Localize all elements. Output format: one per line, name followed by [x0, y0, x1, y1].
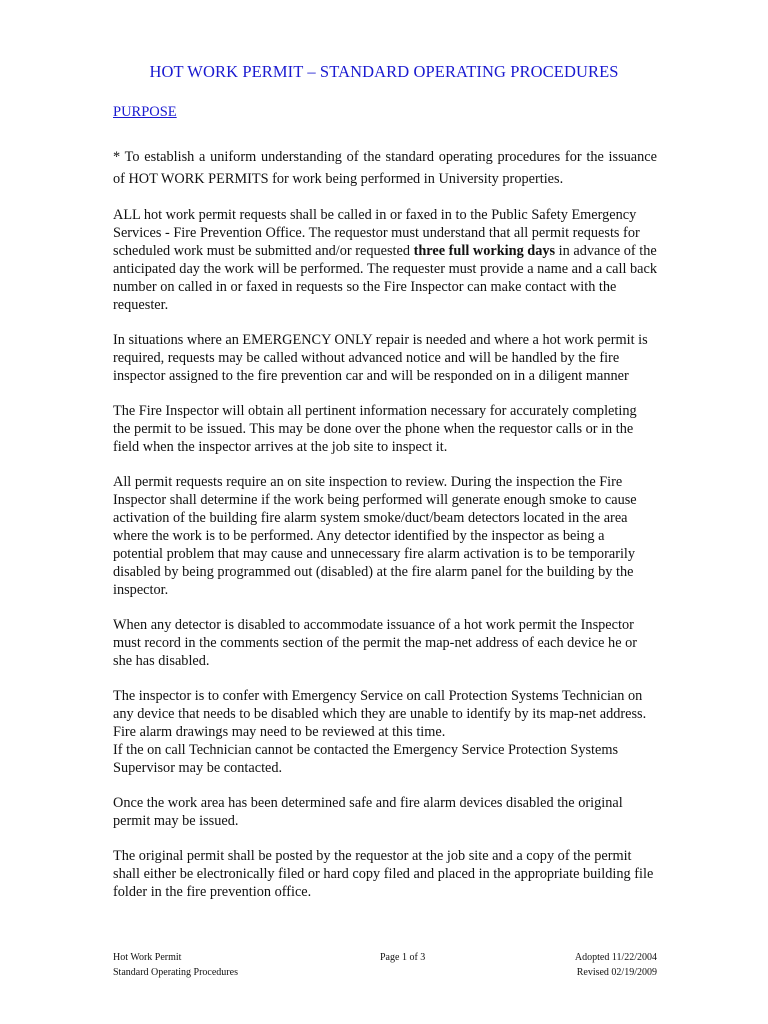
- footer-page-label: Page 1 of 3: [380, 952, 426, 963]
- paragraph-supervisor: If the on call Technician cannot be contacted the Emergency Service Protection Systems Supervisor may be contacted.: [113, 742, 619, 776]
- footer-adopted-date: Adopted 11/22/2004: [574, 952, 657, 963]
- document-body: [113, 146, 657, 918]
- footer-left: [113, 950, 238, 980]
- footer-page-number: [380, 950, 425, 965]
- footer-doc-subtitle: Standard Operating Procedures: [113, 967, 238, 978]
- paragraph-detector-disabled: When any detector is disabled to accommodate issuance of a hot work permit the Inspector must record in the comments section of the permit the map-net address of each device he or she has disabled.: [113, 617, 638, 669]
- section-heading-purpose: PURPOSE: [113, 104, 177, 120]
- paragraph-purpose: * To establish a uniform understanding of the standard operating procedures for the issuance of HOT WORK PERMITS for work being performed in University properties.: [113, 149, 657, 187]
- footer-doc-name: Hot Work Permit: [113, 952, 182, 963]
- paragraph-site-inspection: All permit requests require an on site inspection to review. During the inspection the Fire Inspector shall determine if the work being performed will generate enough smoke to cause activation of the building fire alarm system smoke/duct/beam detectors located in the area where the work is to be performed. Any detector identified by the inspector as being a potential problem that may cause and unnecessary fire alarm activation is to be temporarily disabled by being programmed out (disabled) at the fire alarm panel for the building by the inspector.: [113, 474, 637, 598]
- paragraph-requests-emphasis: three full working days: [413, 243, 556, 259]
- document-title: HOT WORK PERMIT – STANDARD OPERATING PROCEDURES: [149, 62, 619, 81]
- paragraph-inspector-info: The Fire Inspector will obtain all pertinent information necessary for accurately completing the permit to be issued. This may be done over the phone when the requestor calls or in the field when the inspector arrives at the job site to inspect it.: [113, 403, 637, 455]
- paragraph-requests-text-a: ALL hot work permit requests shall be called in or faxed in to the Public Safety Emergency Services - Fire Prevention Office. The requestor must understand that all permit requests for scheduled work must be submitted and/or requested: [113, 207, 640, 259]
- paragraph-requests-text-b: in advance of the anticipated day the work will be performed. The requester must provide a name and a call back number on called in or faxed in requests so the Fire Inspector can make contact with the requester.: [113, 243, 658, 313]
- paragraph-requests: [113, 206, 657, 314]
- paragraph-emergency: In situations where an EMERGENCY ONLY repair is needed and where a hot work permit is required, requests may be called without advanced notice and will be handled by the fire inspector assigned to the fire prevention car and will be responded on in a diligent manner: [113, 332, 648, 384]
- paragraph-permit-posted: The original permit shall be posted by the requestor at the job site and a copy of the permit shall either be electronically filed or hard copy filed and placed in the appropriate building file folder in the fire prevention office.: [113, 848, 654, 900]
- footer-right: [575, 950, 657, 980]
- paragraph-confer-technician: The inspector is to confer with Emergency Service on call Protection Systems Technician on any device that needs to be disabled which they are unable to identify by its map-net address. Fire alarm drawings may need to be reviewed at this time.: [113, 688, 647, 740]
- footer-revised-date: Revised 02/19/2009: [576, 967, 657, 978]
- paragraph-permit-issued: Once the work area has been determined safe and fire alarm devices disabled the original permit may be issued.: [113, 795, 623, 829]
